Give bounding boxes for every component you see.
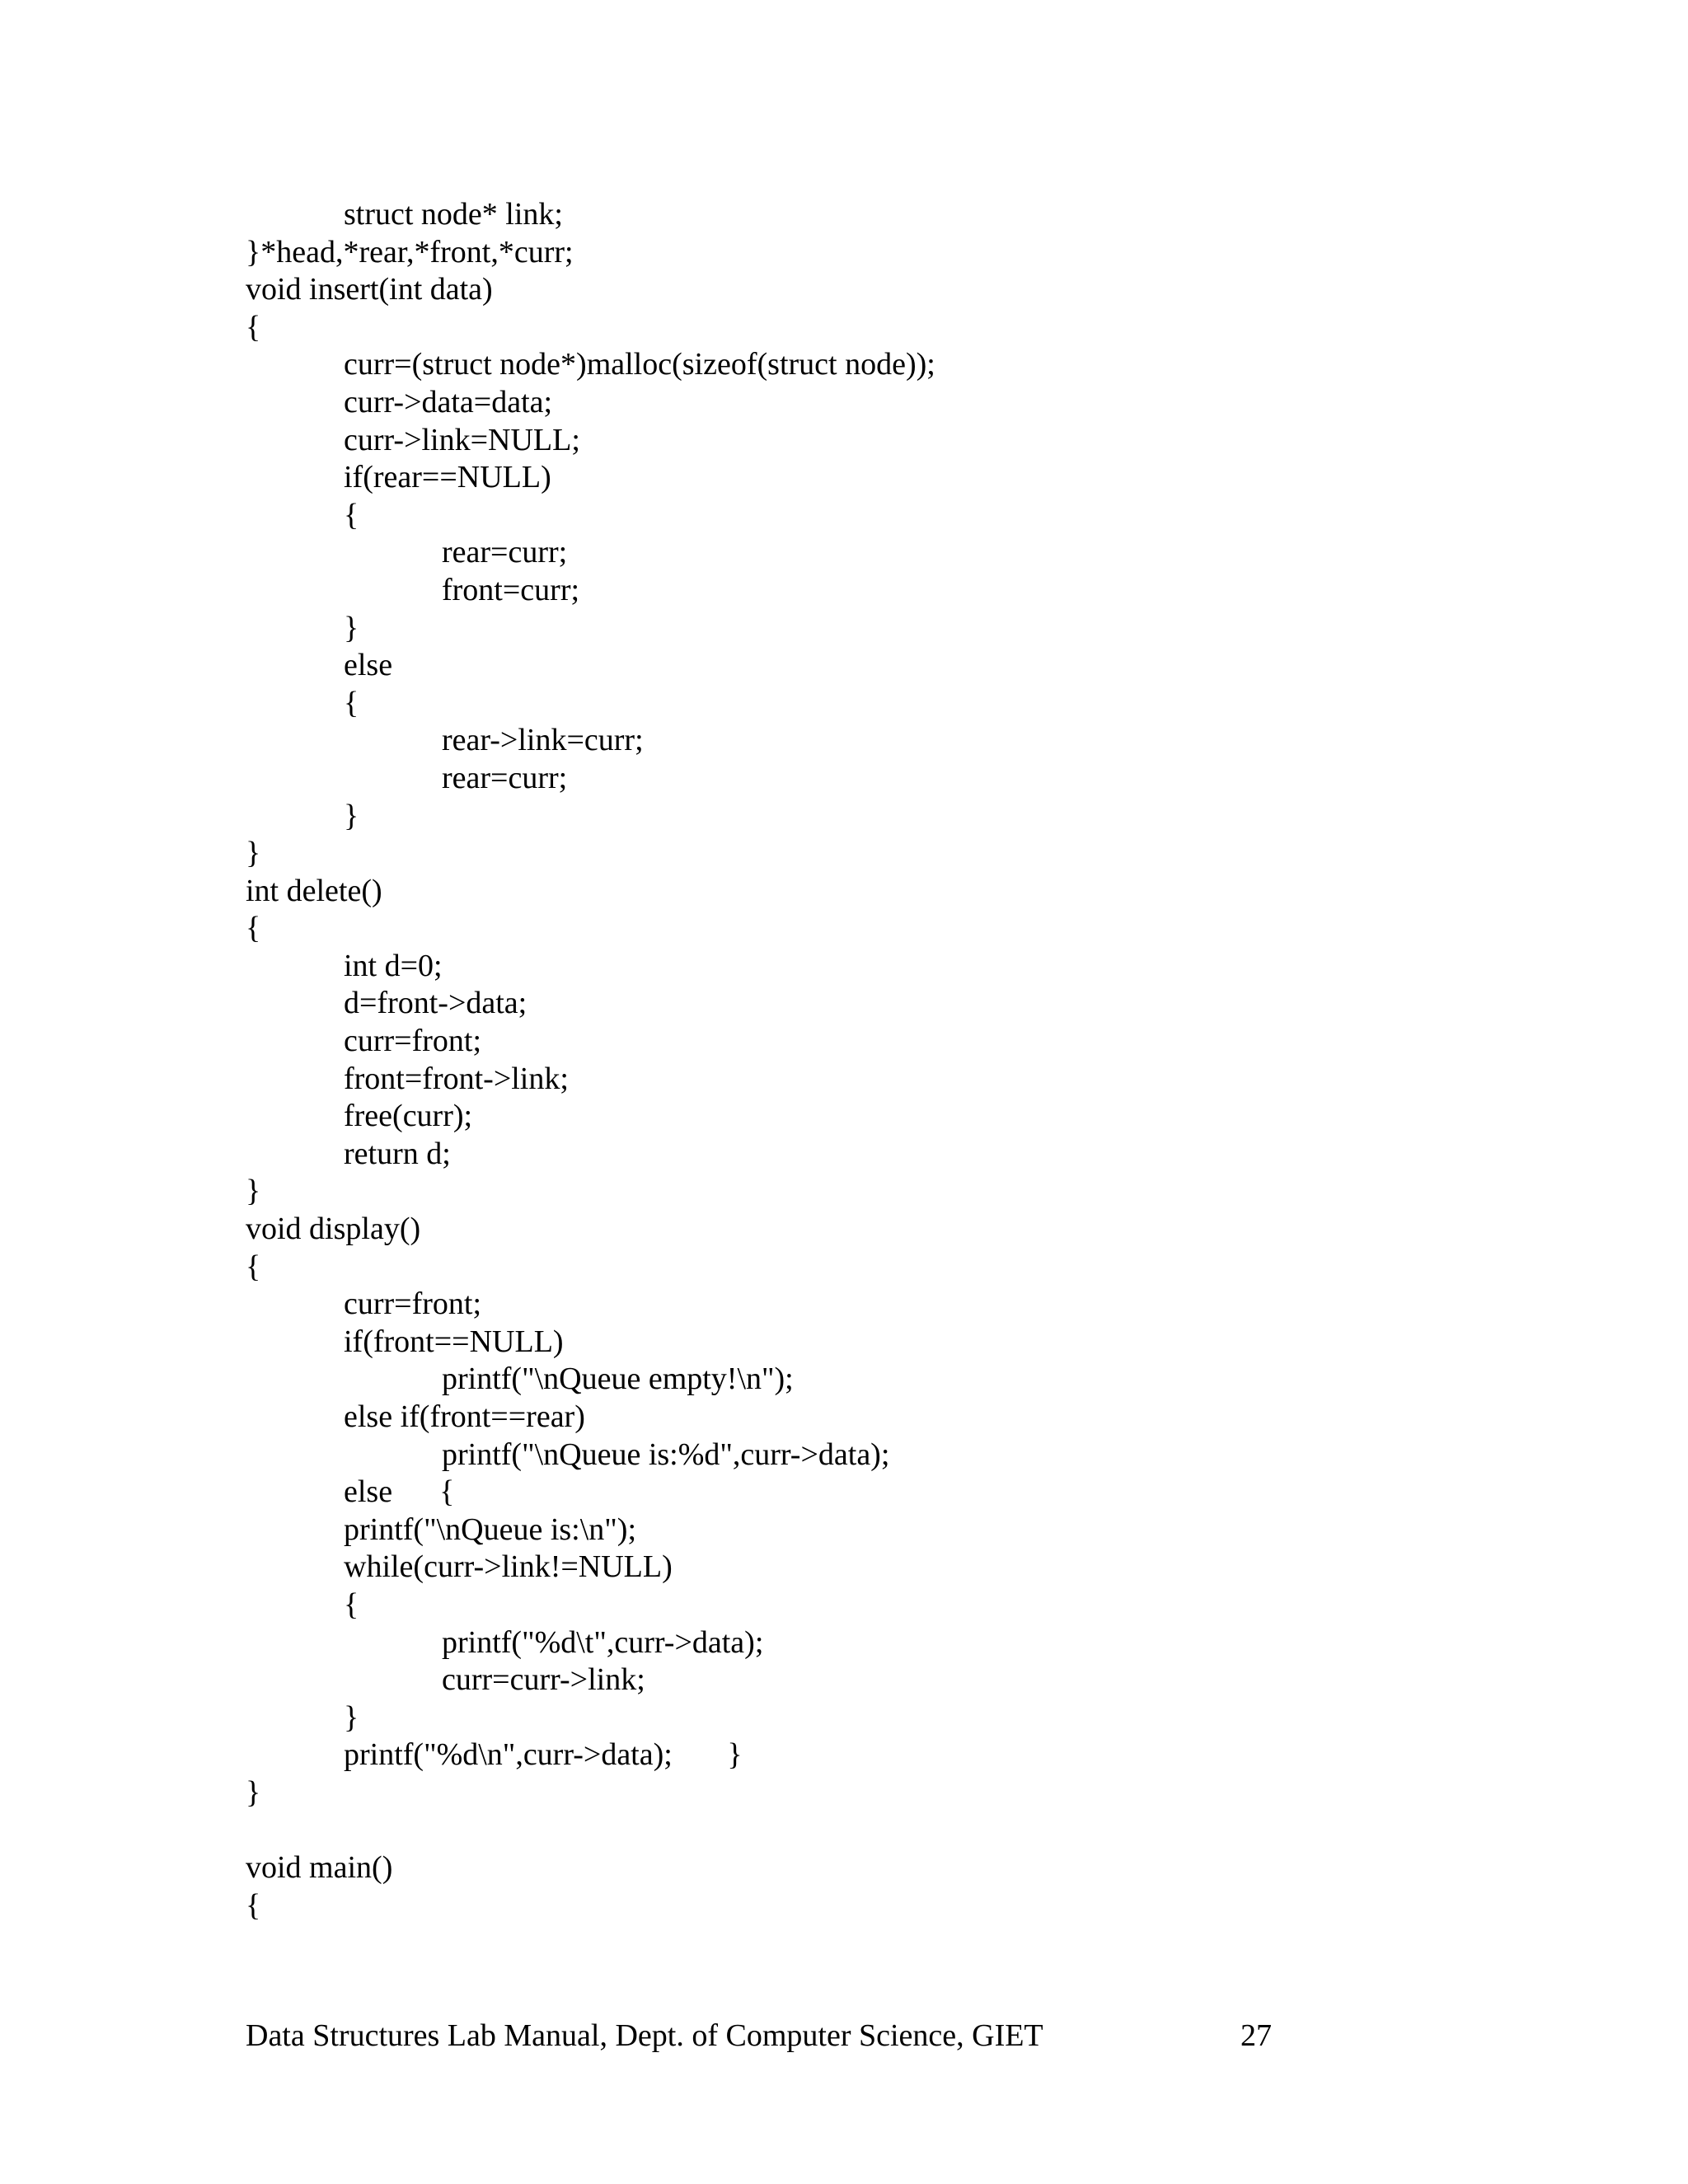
code-line: [246, 1286, 1465, 1324]
code-line-text: else: [344, 648, 393, 683]
code-line-text: {: [246, 911, 261, 946]
code-line: [246, 873, 1465, 911]
code-line: [246, 1436, 1465, 1474]
code-line: [246, 1399, 1465, 1436]
code-line: [246, 685, 1465, 723]
code-line: [246, 309, 1465, 347]
code-line-text: printf("%d\t",curr->data);: [442, 1624, 764, 1660]
code-line: [246, 1774, 1465, 1812]
page-number: 27: [1240, 2018, 1272, 2053]
code-line-text: int delete(): [246, 873, 382, 908]
code-line-text: while(curr->link!=NULL): [344, 1549, 673, 1585]
code-line-text: }: [344, 610, 359, 645]
code-line: [246, 610, 1465, 648]
code-line-text: void main(): [246, 1850, 393, 1886]
code-line: [246, 1849, 1465, 1887]
code-listing: [246, 196, 1465, 1924]
code-line: [246, 835, 1465, 873]
code-line: [246, 196, 1465, 234]
code-line-text: curr->link=NULL;: [344, 422, 580, 457]
code-line: [246, 985, 1465, 1023]
code-line-text: front=front->link;: [344, 1061, 569, 1096]
code-line-text: rear->link=curr;: [442, 723, 644, 758]
code-line-text: printf("\nQueue empty!\n");: [442, 1361, 794, 1397]
code-line: [246, 1249, 1465, 1286]
code-line-text: else if(front==rear): [344, 1399, 585, 1434]
code-line-text: printf("%d\n",curr->data); }: [344, 1737, 743, 1773]
code-line-text: {: [246, 1249, 261, 1284]
code-line-text: free(curr);: [344, 1099, 473, 1134]
code-line: [246, 1361, 1465, 1399]
code-line-text: if(rear==NULL): [344, 460, 551, 495]
code-line-text: d=front->data;: [344, 986, 528, 1021]
code-line-text: void insert(int data): [246, 272, 493, 307]
code-line: [246, 1173, 1465, 1211]
code-line-text: }: [344, 1699, 359, 1735]
code-line: [246, 497, 1465, 535]
code-line-text: }*head,*rear,*front,*curr;: [246, 234, 574, 269]
code-line: [246, 1474, 1465, 1511]
code-line-text: curr->data=data;: [344, 384, 553, 419]
code-line: [246, 760, 1465, 798]
code-line-text: }: [246, 1174, 261, 1209]
code-line-text: struct node* link;: [344, 197, 563, 232]
code-line-text: }: [246, 836, 261, 871]
code-line-text: rear=curr;: [442, 760, 568, 795]
code-line-text: printf("\nQueue is:%d",curr->data);: [442, 1436, 890, 1472]
code-line-text: {: [344, 1586, 359, 1622]
code-line: [246, 798, 1465, 836]
code-line: [246, 1098, 1465, 1136]
code-line-text: void display(): [246, 1212, 421, 1247]
code-line-text: }: [344, 798, 359, 833]
code-line: [246, 1023, 1465, 1061]
code-line: [246, 1549, 1465, 1586]
code-line-text: curr=curr->link;: [442, 1662, 645, 1698]
code-line: [246, 1699, 1465, 1737]
code-line-text: int d=0;: [344, 948, 443, 983]
code-line: [246, 1511, 1465, 1549]
code-line-text: {: [246, 309, 261, 344]
code-line: [246, 948, 1465, 986]
code-line-text: {: [344, 685, 359, 720]
code-line-blank: [246, 1812, 1465, 1850]
code-line: [246, 1586, 1465, 1624]
code-line: [246, 1324, 1465, 1361]
code-line: [246, 459, 1465, 497]
code-line-text: else {: [344, 1474, 455, 1510]
code-line: [246, 1061, 1465, 1099]
code-line: [246, 1624, 1465, 1662]
code-line: [246, 1136, 1465, 1174]
code-line: [246, 1661, 1465, 1699]
code-line: [246, 1736, 1465, 1774]
code-line-text: front=curr;: [442, 572, 580, 607]
code-line: [246, 346, 1465, 384]
footer-text: Data Structures Lab Manual, Dept. of Computer Science, GIET: [246, 2018, 1043, 2053]
code-line: [246, 1211, 1465, 1249]
code-line: [246, 647, 1465, 685]
code-line-text: {: [246, 1887, 261, 1923]
code-line: [246, 572, 1465, 610]
code-line-text: curr=front;: [344, 1286, 482, 1322]
code-line-text: if(front==NULL): [344, 1324, 564, 1359]
code-line-text: curr=(struct node*)malloc(sizeof(struct node));: [344, 347, 935, 382]
code-line-text: return d;: [344, 1136, 451, 1171]
code-line-text: {: [344, 497, 359, 532]
code-line-text: printf("\nQueue is:\n");: [344, 1511, 637, 1547]
code-line: [246, 534, 1465, 572]
code-line-text: curr=front;: [344, 1024, 482, 1059]
code-line: [246, 271, 1465, 309]
code-line: [246, 422, 1465, 460]
code-line: [246, 722, 1465, 760]
code-line: [246, 234, 1465, 272]
code-line: [246, 910, 1465, 948]
code-line: [246, 1887, 1465, 1925]
page-footer: [246, 2015, 1325, 2056]
code-line-text: }: [246, 1774, 261, 1810]
code-line: [246, 384, 1465, 422]
code-line-text: rear=curr;: [442, 535, 568, 570]
